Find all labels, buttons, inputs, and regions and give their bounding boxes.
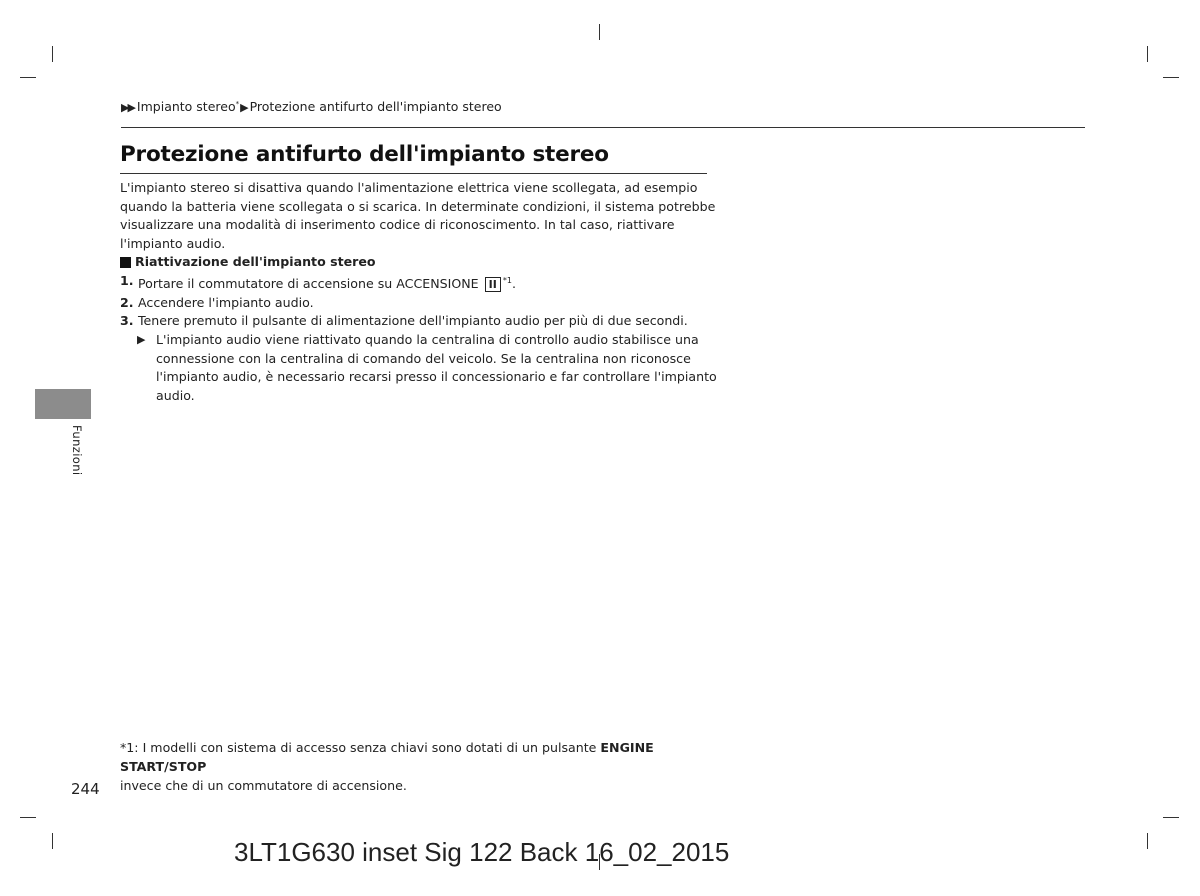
footnote-ref: *1 [502, 275, 512, 285]
breadcrumb-current: Protezione antifurto dell'impianto stereo [249, 99, 502, 114]
intro-paragraph: L'impianto stereo si disattiva quando l'alimentazione elettrica viene scollegata, ad esempio quando la batteria viene scollegata o si scarica. In determinate condizioni, il sistema potrebbe visualizzare una modalità di inserimento codice di riconoscimento. In tal caso, riattivare l'impianto audio. [120, 180, 716, 251]
step-number: 3. [120, 313, 134, 329]
chapter-label: Funzioni [70, 425, 84, 476]
arrow-icon: ▶ [240, 101, 249, 114]
breadcrumb [121, 99, 502, 114]
footnote-marker: *1: [120, 740, 139, 755]
subheading [120, 253, 720, 272]
footnote-text-cont: invece che di un commutatore di accensione. [120, 778, 407, 793]
crop-mark [20, 817, 36, 818]
breadcrumb-link-impianto-stereo[interactable]: Impianto stereo [136, 99, 236, 114]
crop-mark [1163, 817, 1179, 818]
crop-mark [52, 46, 53, 62]
note-text: L'impianto audio viene riattivato quando la centralina di controllo audio stabilisce una connessione con la centralina di comando del veicolo. Se la centralina non riconosce l'impianto audio, è necessario recarsi presso il concessionario e far controllare l'impianto audio. [156, 331, 717, 403]
step-number: 1. [120, 272, 134, 288]
crop-mark [52, 833, 53, 849]
footnote [120, 738, 740, 795]
step-item [120, 312, 720, 331]
page-title: Protezione antifurto dell'impianto stereo [120, 142, 609, 167]
print-code: 3LT1G630 inset Sig 122 Back 16_02_2015 [234, 837, 730, 867]
page-number: 244 [71, 780, 100, 798]
ignition-position-badge: II [485, 277, 501, 292]
step-text: Accendere l'impianto audio. [138, 294, 314, 310]
chapter-tab [35, 389, 91, 419]
crop-mark [20, 77, 36, 78]
step-item [120, 294, 720, 313]
step-note [120, 331, 720, 405]
step-item [120, 272, 720, 294]
arrow-icon: ▶ [137, 332, 146, 346]
footnote-bold: ENGINE START/STOP [120, 740, 654, 774]
step-number: 2. [120, 294, 134, 310]
title-rule [120, 173, 707, 174]
crop-mark [1163, 77, 1179, 78]
crop-mark [1147, 833, 1148, 849]
step-text: Portare il commutatore di accensione su ACCENSIONE II $^{*1}$. [138, 275, 516, 292]
footnote-text: I modelli con sistema di accesso senza chiavi sono dotati di un pulsante [142, 740, 597, 755]
crop-mark [1147, 46, 1148, 62]
crop-mark [599, 24, 600, 40]
step-text: Tenere premuto il pulsante di alimentazione dell'impianto audio per più di due secondi. [138, 313, 688, 329]
breadcrumb-marker: * [235, 99, 240, 108]
section-body [120, 179, 720, 405]
header-rule [121, 127, 1085, 128]
double-arrow-icon: ▶▶ [121, 101, 134, 114]
subheading-text: Riattivazione dell'impianto stereo [135, 254, 376, 270]
square-bullet-icon [120, 257, 131, 268]
